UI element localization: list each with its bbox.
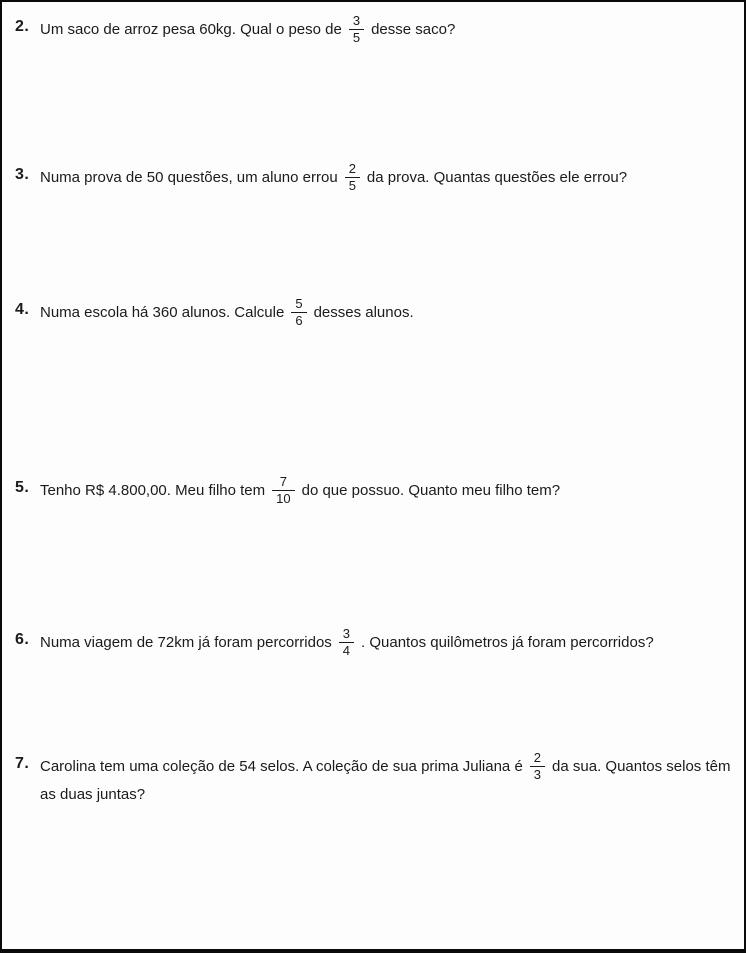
question-5-text <box>40 474 561 506</box>
question-2-number: 2. <box>15 18 30 35</box>
question-7-text <box>40 750 731 803</box>
question-4-number: 4. <box>15 301 30 318</box>
question-7-number: 7. <box>15 755 30 772</box>
question-3-number: 3. <box>15 166 30 183</box>
fraction-3-5 <box>349 14 364 45</box>
question-6 <box>2 628 732 659</box>
fraction-denominator: 4 <box>342 643 351 658</box>
fraction-2-5 <box>345 162 360 193</box>
fraction-numerator: 2 <box>530 751 545 767</box>
fraction-denominator: 10 <box>276 491 291 506</box>
fraction-denominator: 5 <box>348 178 356 193</box>
fraction-numerator: 3 <box>349 14 364 30</box>
question-5-text-post: do que possuo. Quanto meu filho tem? <box>301 482 561 500</box>
question-6-text-post: . Quantos quilômetros já foram percorridos? <box>361 634 654 652</box>
fraction-numerator: 7 <box>272 475 294 491</box>
question-2-text-post: desse saco? <box>371 21 456 39</box>
question-3 <box>2 163 732 194</box>
question-4-text-post: desses alunos. <box>313 304 414 322</box>
fraction-denominator: 5 <box>352 30 361 45</box>
fraction-numerator: 2 <box>345 162 360 178</box>
question-3-text-pre: Numa prova de 50 questões, um aluno errou <box>40 169 338 187</box>
question-7-text-pre: Carolina tem uma coleção de 54 selos. A coleção de sua prima Juliana é <box>40 758 523 776</box>
question-6-number: 6. <box>15 631 30 648</box>
question-4-text <box>40 296 414 328</box>
fraction-numerator: 3 <box>339 627 354 643</box>
question-5-text-pre: Tenho R$ 4.800,00. Meu filho tem <box>40 482 266 500</box>
question-5 <box>2 476 732 507</box>
question-5-number: 5. <box>15 479 30 496</box>
question-3-text <box>40 161 628 193</box>
fraction-2-3 <box>530 751 545 782</box>
question-3-text-post: da prova. Quantas questões ele errou? <box>366 169 628 187</box>
question-4 <box>2 298 732 329</box>
fraction-7-10 <box>272 475 294 506</box>
fraction-numerator: 5 <box>291 297 306 313</box>
question-2-text-pre: Um saco de arroz pesa 60kg. Qual o peso de <box>40 21 342 39</box>
fraction-3-4 <box>339 627 354 658</box>
question-7 <box>2 752 732 807</box>
fraction-denominator: 3 <box>533 767 542 782</box>
question-4-text-pre: Numa escola há 360 alunos. Calcule <box>40 304 285 322</box>
fraction-5-6 <box>291 297 306 328</box>
fraction-denominator: 6 <box>295 313 303 328</box>
question-2-text <box>40 13 456 45</box>
question-6-text <box>40 626 654 658</box>
question-7-text-post: da sua. Quantos selos têm as duas juntas? <box>40 758 731 803</box>
question-6-text-pre: Numa viagem de 72km já foram percorridos <box>40 634 332 652</box>
question-2 <box>2 15 732 46</box>
